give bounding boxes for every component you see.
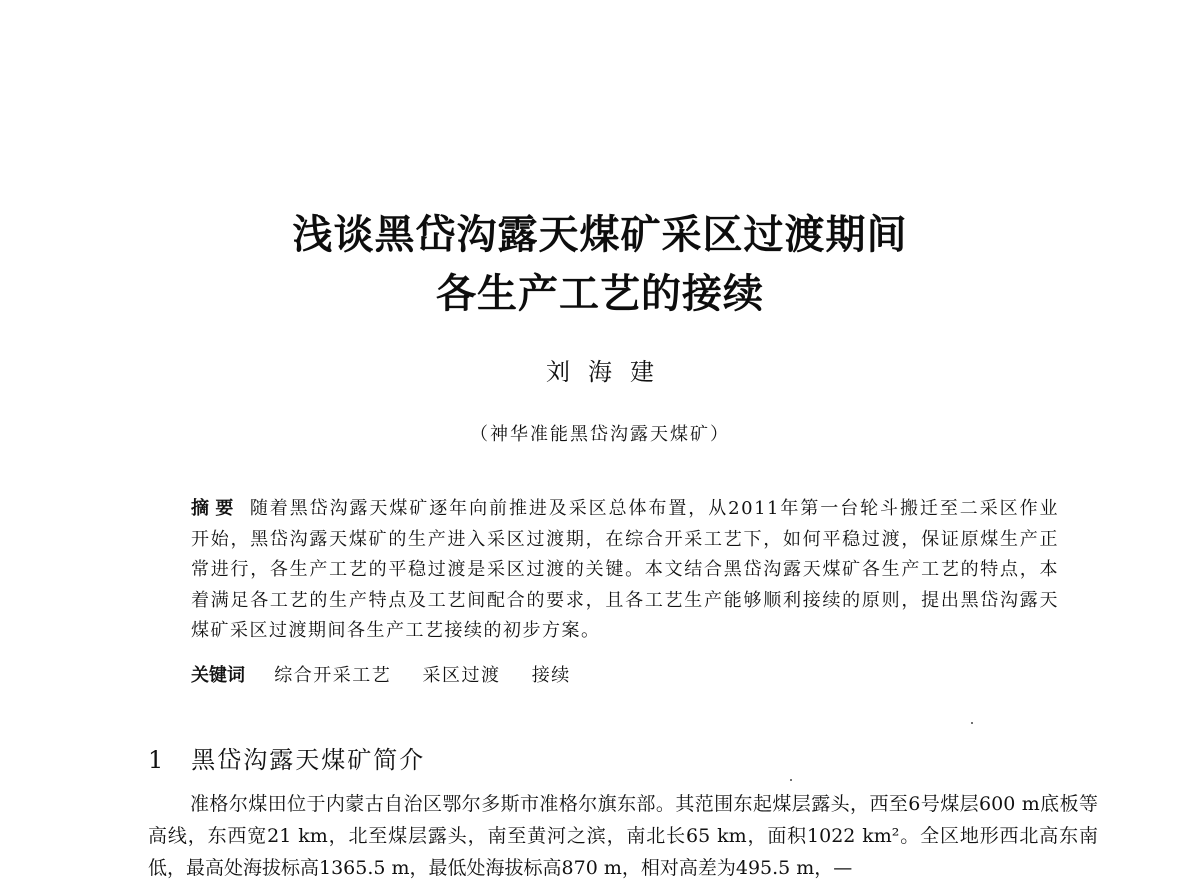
keyword-item: 综合开采工艺 (274, 665, 392, 686)
body-paragraph: 准格尔煤田位于内蒙古自治区鄂尔多斯市准格尔旗东部。其范围东起煤层露头，西至6号煤层600 m底板等高线，东西宽21 km，北至煤层露头，南至黄河之滨，南北长65 km，面积1022 km²。全区地形西北高东南低，最高处海拔标高1365.5 m，最低处海拔标高870 m，相对高差为495.5 m，— (148, 793, 1098, 879)
keyword-item: 接续 (531, 665, 571, 686)
keywords-label: 关键词 (191, 665, 245, 686)
abstract-text: 随着黑岱沟露天煤矿逐年向前推进及采区总体布置，从2011年第一台轮斗搬迁至二采区作业开始，黑岱沟露天煤矿的生产进入采区过渡期，在综合开采工艺下，如何平稳过渡，保证原煤生产正常进行，各生产工艺的平稳过渡是采区过渡的关键。本文结合黑岱沟露天煤矿各生产工艺的特点，本着满足各工艺的生产特点及工艺间配合的要求，且各工艺生产能够顺利接续的原则，提出黑岱沟露天煤矿采区过渡期间各生产工艺接续的初步方案。 (191, 498, 1059, 641)
author-affiliation: （神华准能黑岱沟露天煤矿） (470, 424, 730, 445)
keyword-item: 采区过渡 (422, 665, 501, 686)
abstract-label: 摘要 (191, 498, 240, 519)
keywords (191, 661, 595, 687)
author-name: 刘海建 (546, 358, 672, 386)
paper-title-line-2: 各生产工艺的接续 (436, 271, 764, 317)
paper-title-line-1: 浅谈黑岱沟露天煤矿采区过渡期间 (292, 212, 908, 258)
scan-speck (790, 779, 792, 781)
scan-speck (971, 722, 973, 724)
abstract (191, 494, 1059, 647)
section-title: 黑岱沟露天煤矿简介 (191, 746, 426, 774)
section-number: 1 (148, 746, 166, 774)
section-heading (148, 740, 425, 775)
